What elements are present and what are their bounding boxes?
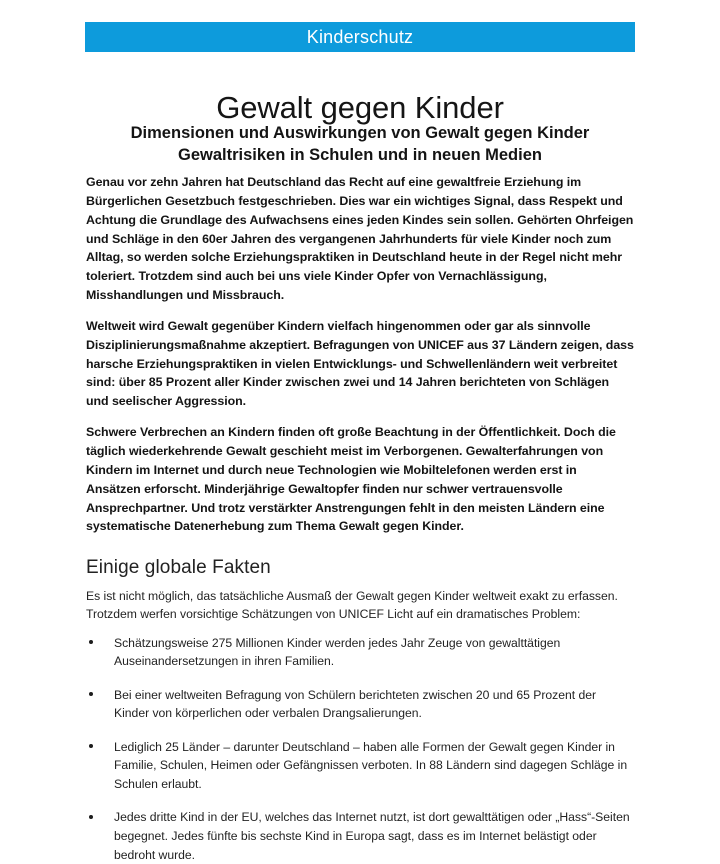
lead-paragraph-3: Schwere Verbrechen an Kindern finden oft große Beachtung in der Öffentlichkeit. Doch die täglich wiederkehrende Gewalt geschieht meist im Verborgenen. Gewalterfahrungen von Kindern im Internet und durch neue Technologien wie Mobiltelefonen werden erst in Ansätzen erforscht. Minderjährige Gewaltopfer finden nur schwer vertrauensvolle Ansprechpartner. Und trotz verstärkter Anstrengungen fehlt in den meisten Ländern eine systematische Datenerhebung zum Thema Gewalt gegen Kinder. <box>86 425 616 534</box>
list-item-text: Jedes dritte Kind in der EU, welches das Internet nutzt, ist dort gewalttätigen oder „Hass“-Seiten begegnet. Jedes fünfte bis sechste Kind in Europa sagt, dass es im Internet belästigt oder bedroht wurde. <box>114 810 630 862</box>
document-subtitle <box>60 123 660 167</box>
category-banner-label: Kinderschutz <box>306 27 414 47</box>
list-item-text: Bei einer weltweiten Befragung von Schülern berichteten zwischen 20 und 65 Prozent der Kinder von körperlichen oder verbalen Drangsalierungen. <box>114 687 597 721</box>
bullet-icon <box>89 744 93 748</box>
bullet-icon <box>89 692 93 696</box>
category-banner <box>85 22 635 52</box>
subtitle-line-1: Dimensionen und Auswirkungen von Gewalt gegen Kinder <box>130 124 590 142</box>
section-heading-global-facts: Einige globale Fakten <box>86 557 271 579</box>
bullet-icon <box>89 640 93 644</box>
global-facts-list <box>86 634 634 864</box>
list-item-text: Schätzungsweise 275 Millionen Kinder werden jedes Jahr Zeuge von gewalttätigen Auseinandersetzungen in ihren Familien. <box>114 635 561 669</box>
list-item <box>86 634 634 671</box>
list-item <box>86 686 634 723</box>
list-item-text: Lediglich 25 Länder – darunter Deutschland – haben alle Formen der Gewalt gegen Kinder in Familie, Schulen, Heimen oder Gefängnissen verboten. In 88 Ländern sind dagegen Schläge in Schulen erlaubt. <box>114 739 628 791</box>
bullet-icon <box>89 815 93 819</box>
document-body <box>86 173 634 864</box>
list-item <box>86 738 634 794</box>
lead-paragraph-1: Genau vor zehn Jahren hat Deutschland das Recht auf eine gewaltfreie Erziehung im Bürgerlichen Gesetzbuch festgeschrieben. Dies war ein wichtiges Signal, dass Respekt und Achtung die Grundlage des Aufwachsens eines jeden Kindes sein sollen. Gehörten Ohrfeigen und Schläge in den 60er Jahren des vergangenen Jahrhunderts für viele Kinder noch zum Alltag, so werden solche Erziehungspraktiken in Deutschland heute in der Regel nicht mehr toleriert. Trotzdem sind auch bei uns viele Kinder Opfer von Vernachlässigung, Misshandlungen und Missbrauch. <box>86 175 634 303</box>
subtitle-line-2: Gewaltrisiken in Schulen und in neuen Medien <box>178 145 542 164</box>
list-item <box>86 808 634 864</box>
section-intro-paragraph: Es ist nicht möglich, das tatsächliche Ausmaß der Gewalt gegen Kinder weltweit exakt zu erfassen. Trotzdem werfen vorsichtige Schätzungen von UNICEF Licht auf ein dramatisches Problem: <box>86 588 618 622</box>
page-title: Gewalt gegen Kinder <box>216 89 504 125</box>
lead-paragraph-2: Weltweit wird Gewalt gegenüber Kindern vielfach hingenommen oder gar als sinnvolle Disziplinierungsmaßnahme akzeptiert. Befragungen von UNICEF aus 37 Ländern zeigen, dass harsche Erziehungspraktiken in vielen Entwicklungs- und Schwellenländern weit verbreitet sind: über 85 Prozent aller Kinder zwischen zwei und 14 Jahren berichteten von Schlägen und seelischer Aggression. <box>86 318 634 409</box>
